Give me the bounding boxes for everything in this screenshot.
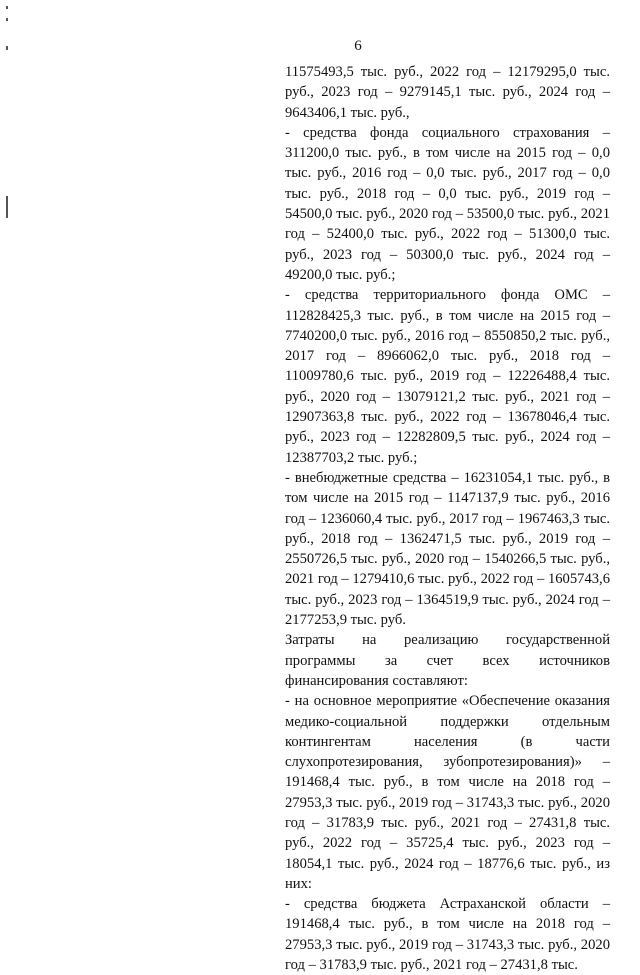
text-column xyxy=(285,62,610,975)
paragraph-territorial-oms-fund: - средства территориального фонда ОМС – 112828425,3 тыс. руб., в том числе на 2015 год – 7740200,0 тыс. руб., 2016 год – 8550850,2 тыс. руб., 2017 год – 8966062,0 тыс. руб., 2018 год – 11009780,6 тыс. руб., 2019 год – 12226488,4 тыс. руб., 2020 год – 13079121,2 тыс. руб., 2021 год – 12907363,8 тыс. руб., 2022 год – 13678046,4 тыс. руб., 2023 год – 12282809,5 тыс. руб., 2024 год – 12387703,2 тыс. руб.; xyxy=(285,287,610,466)
page-number: 6 xyxy=(354,38,362,54)
paragraph-social-insurance-fund: - средства фонда социального страхования – 311200,0 тыс. руб., в том числе на 2015 год – 0,0 тыс. руб., 2016 год – 0,0 тыс. руб., 2017 год – 0,0 тыс. руб., 2018 год – 0,0 тыс. руб., 2019 год – 54500,0 тыс. руб., 2020 год – 53500,0 тыс. руб., 2021 год – 52400,0 тыс. руб., 2022 год – 51300,0 тыс. руб., 2023 год – 50300,0 тыс. руб., 2024 год – 49200,0 тыс. руб.; xyxy=(285,124,610,283)
paragraph-main-activity: - на основное мероприятие «Обеспечение оказания медико-социальной поддержки отдельным контингентам населения (в части слухопротезирования, зубопротезирования)» – 191468,4 тыс. руб., в том числе на 2018 год – 27953,3 тыс. руб., 2019 год – 31743,3 тыс. руб., 2020 год – 31783,9 тыс. руб., 2021 год – 27431,8 тыс. руб., 2022 год – 35725,4 тыс. руб., 2023 год – 18054,1 тыс. руб., 2024 год – 18776,6 тыс. руб., из них: xyxy=(285,693,610,892)
paragraph-extrabudgetary-funds: - внебюджетные средства – 16231054,1 тыс. руб., в том числе на 2015 год – 1147137,9 тыс. руб., 2016 год – 1236060,4 тыс. руб., 2017 год – 1967463,3 тыс. руб., 2018 год – 1362471,5 тыс. руб., 2019 год – 2550726,5 тыс. руб., 2020 год – 1540266,5 тыс. руб., 2021 год – 1279410,6 тыс. руб., 2022 год – 1605743,6 тыс. руб., 2023 год – 1364519,9 тыс. руб., 2024 год – 2177253,9 тыс. руб. xyxy=(285,469,610,629)
paragraph-program-costs: Затраты на реализацию государственной программы за счет всех источников финансирования составляют: xyxy=(285,632,610,689)
scan-artifact xyxy=(6,196,8,218)
scan-artifact xyxy=(6,46,8,50)
paragraph-continuation: 11575493,5 тыс. руб., 2022 год – 12179295,0 тыс. руб., 2023 год – 9279145,1 тыс. руб., 2024 год – 9643406,1 тыс. руб., xyxy=(285,64,610,121)
paragraph-regional-budget: - средства бюджета Астраханской области – 191468,4 тыс. руб., в том числе на 2018 год – 27953,3 тыс. руб., 2019 год – 31743,3 тыс. руб., 2020 год – 31783,9 тыс. руб., 2021 год – 27431,8 тыс. xyxy=(285,896,610,974)
scan-artifact xyxy=(6,6,8,9)
scan-artifact xyxy=(6,18,8,21)
